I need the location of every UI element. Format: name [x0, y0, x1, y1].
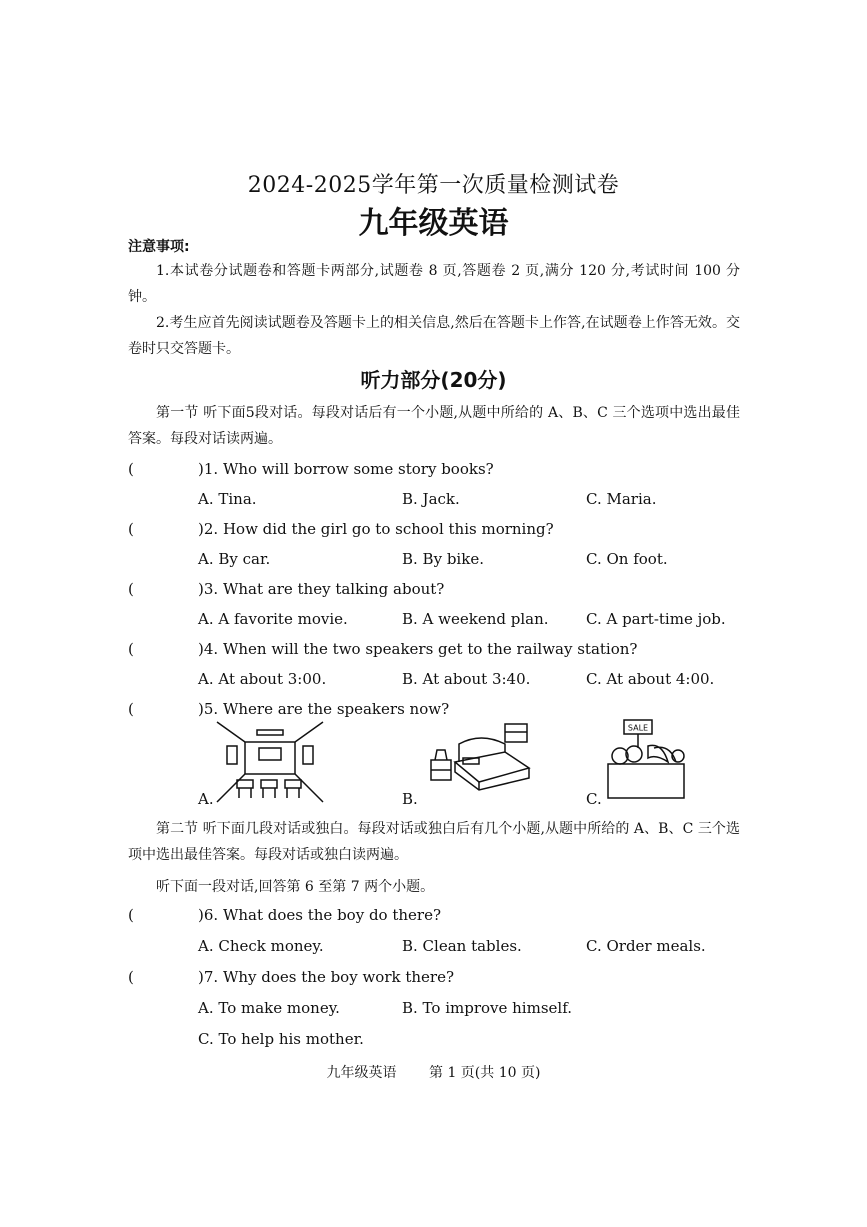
subject-title: 九年级英语 — [358, 206, 509, 241]
q3-option-c: C. A part-time job. — [586, 610, 726, 628]
q2-option-a: A. By car. — [198, 550, 271, 568]
answer-blank[interactable]: ( — [128, 520, 134, 538]
classroom-image — [215, 718, 325, 806]
part2-subintro: 听下面一段对话,回答第 6 至第 7 两个小题。 — [156, 879, 435, 895]
notice-item-1: 1.本试卷分试题卷和答题卡两部分,试题卷 8 页,答题卷 2 页,满分 120 分,考试时间 100 分钟。 — [128, 263, 740, 305]
footer-subject: 九年级英语 — [326, 1065, 397, 1081]
q3-option-b: B. A weekend plan. — [402, 610, 549, 628]
q5-option-a: A. — [198, 790, 214, 808]
q4-option-b: B. At about 3:40. — [402, 670, 531, 688]
q6-option-b: B. Clean tables. — [402, 937, 522, 955]
q3-option-a: A. A favorite movie. — [198, 610, 348, 628]
part1-intro: 第一节 听下面5段对话。每段对话后有一个小题,从题中所给的 A、B、C 三个选项中选出最佳答案。每段对话读两遍。 — [128, 405, 740, 447]
market-stall-image — [604, 718, 688, 800]
q1-option-a: A. Tina. — [198, 490, 257, 508]
answer-blank[interactable]: ( — [128, 580, 134, 598]
q7-option-a: A. To make money. — [198, 999, 340, 1017]
footer-page-number: 第 1 页(共 10 页) — [429, 1065, 541, 1081]
question-4: ( )4. When will the two speakers get to the railway station? — [128, 640, 638, 658]
q1-option-b: B. Jack. — [402, 490, 460, 508]
question-1: ( )1. Who will borrow some story books? — [128, 460, 494, 478]
answer-blank[interactable]: ( — [128, 640, 134, 658]
answer-blank[interactable]: ( — [128, 906, 134, 924]
q4-option-c: C. At about 4:00. — [586, 670, 715, 688]
q1-option-c: C. Maria. — [586, 490, 657, 508]
question-6: ( )6. What does the boy do there? — [128, 906, 442, 924]
exam-title: 2024-2025学年第一次质量检测试卷 — [247, 173, 620, 198]
answer-blank[interactable]: ( — [128, 460, 134, 478]
q7-option-b: B. To improve himself. — [402, 999, 572, 1017]
page-footer — [0, 1062, 867, 1082]
notice-item-2: 2.考生应首先阅读试题卷及答题卡上的相关信息,然后在答题卡上作答,在试题卷上作答无效。交卷时只交答题卡。 — [128, 315, 740, 357]
question-5: ( )5. Where are the speakers now? — [128, 700, 450, 718]
part2-intro: 第二节 听下面几段对话或独白。每段对话或独白后有几个小题,从题中所给的 A、B、C 三个选项中选出最佳答案。每段对话或独白读两遍。 — [128, 821, 740, 863]
q5-option-c: C. — [586, 790, 602, 808]
question-2: ( )2. How did the girl go to school this morning? — [128, 520, 554, 538]
question-7: ( )7. Why does the boy work there? — [128, 968, 455, 986]
question-3: ( )3. What are they talking about? — [128, 580, 445, 598]
answer-blank[interactable]: ( — [128, 968, 134, 986]
notice-heading: 注意事项: — [128, 239, 190, 255]
q2-option-b: B. By bike. — [402, 550, 484, 568]
q4-option-a: A. At about 3:00. — [198, 670, 327, 688]
q6-option-c: C. Order meals. — [586, 937, 706, 955]
bedroom-image — [425, 718, 535, 798]
answer-blank[interactable]: ( — [128, 700, 134, 718]
q6-option-a: A. Check money. — [198, 937, 324, 955]
listening-heading: 听力部分(20分) — [360, 368, 507, 392]
q5-option-b: B. — [402, 790, 418, 808]
q2-option-c: C. On foot. — [586, 550, 668, 568]
q7-option-c: C. To help his mother. — [198, 1030, 364, 1048]
sale-sign: SALE — [627, 723, 649, 733]
